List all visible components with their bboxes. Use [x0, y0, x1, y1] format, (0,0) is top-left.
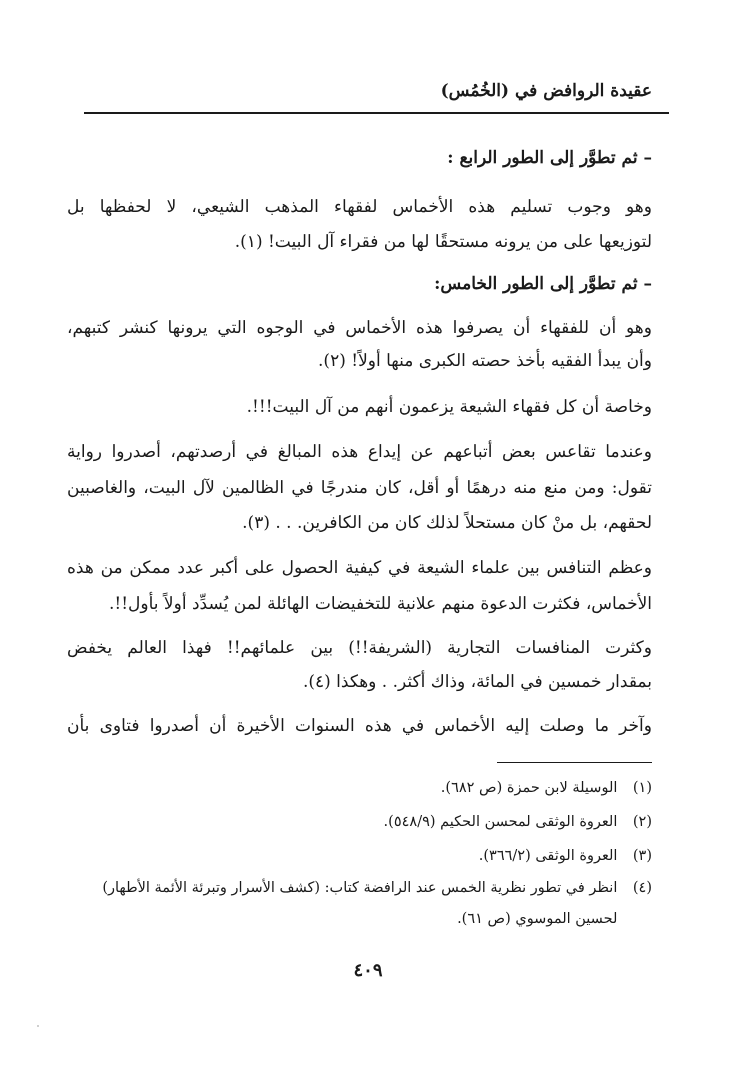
- body-line: وهو وجوب تسليم هذه الأخماس لفقهاء المذهب الشيعي، لا لحفظها بل: [67, 197, 652, 217]
- footnote: [67, 876, 652, 900]
- running-header: عقيدة الروافض في (الخُمُس): [440, 81, 652, 101]
- page-number: ٤٠٩: [353, 960, 383, 981]
- body-line: وعندما تقاعس بعض أتباعهم عن إيداع هذه المبالغ في أرصدتهم، أصدروا رواية: [67, 442, 652, 462]
- body-line: الأخماس، فكثرت الدعوة منهم علانية للتخفيضات الهائلة لمن يُسدِّد أولاً بأول!!.: [108, 594, 652, 614]
- footnote: [67, 844, 652, 868]
- body-line: بمقدار خمسين في المائة، وذاك أكثر. . وهكذا (٤).: [302, 672, 652, 692]
- section-heading-fifth-stage: – ثم تطوَّر إلى الطور الخامس:: [434, 274, 652, 294]
- body-line: لحقهم، بل منْ كان مستحلاً لذلك كان من الكافرين. . . (٣).: [242, 513, 652, 533]
- footnote-text: انظر في تطور نظرية الخمس عند الرافضة كتاب: (كشف الأسرار وتبرئة الأئمة الأطهار): [102, 880, 618, 896]
- footnote: [67, 810, 652, 834]
- body-line: تقول: ومن منع منه درهمًا أو أقل، كان مندرجًا في الظالمين لآل البيت، والغاصبين: [67, 478, 652, 498]
- body-line: وآخر ما وصلت إليه الأخماس في هذه السنوات الأخيرة أن أصدروا فتاوى بأن: [67, 716, 652, 736]
- body-line: وكثرت المنافسات التجارية (الشريفة!!) بين علمائهم!! فهذا العالم يخفض: [67, 638, 652, 658]
- header-rule: [84, 112, 669, 114]
- body-line: لتوزيعها على من يرونه مستحقًا لها من فقراء آل البيت! (١).: [234, 232, 652, 252]
- body-line: وهو أن للفقهاء أن يصرفوا هذه الأخماس في الوجوه التي يرونها كنشر كتبهم،: [67, 318, 652, 338]
- footnote-number: (٣): [632, 848, 652, 864]
- body-line: وعظم التنافس بين علماء الشيعة في كيفية الحصول على أكبر عدد ممكن من هذه: [67, 558, 652, 578]
- body-line: وخاصة أن كل فقهاء الشيعة يزعمون أنهم من آل البيت!!!.: [246, 397, 652, 417]
- footnote-rule: [497, 762, 652, 763]
- scan-speck: [37, 1025, 39, 1027]
- footnote-text: لحسين الموسوي (ص ٦١).: [457, 911, 618, 927]
- section-heading-fourth-stage: – ثم تطوَّر إلى الطور الرابع :: [447, 148, 652, 168]
- footnote-text: الوسيلة لابن حمزة (ص ٦٨٢).: [440, 780, 618, 796]
- footnote-number: (٢): [632, 814, 652, 830]
- body-line: وأن يبدأ الفقيه بأخذ حصته الكبرى منها أولاً! (٢).: [318, 351, 652, 371]
- footnote-number: (٤): [632, 880, 652, 896]
- footnote-text: العروة الوثقى لمحسن الحكيم (٥٤٨/٩).: [383, 814, 618, 830]
- footnote-text: العروة الوثقى (٣٦٦/٢).: [478, 848, 618, 864]
- footnote-continuation: [67, 907, 652, 931]
- footnote-number: (١): [632, 780, 652, 796]
- footnote: [67, 776, 652, 800]
